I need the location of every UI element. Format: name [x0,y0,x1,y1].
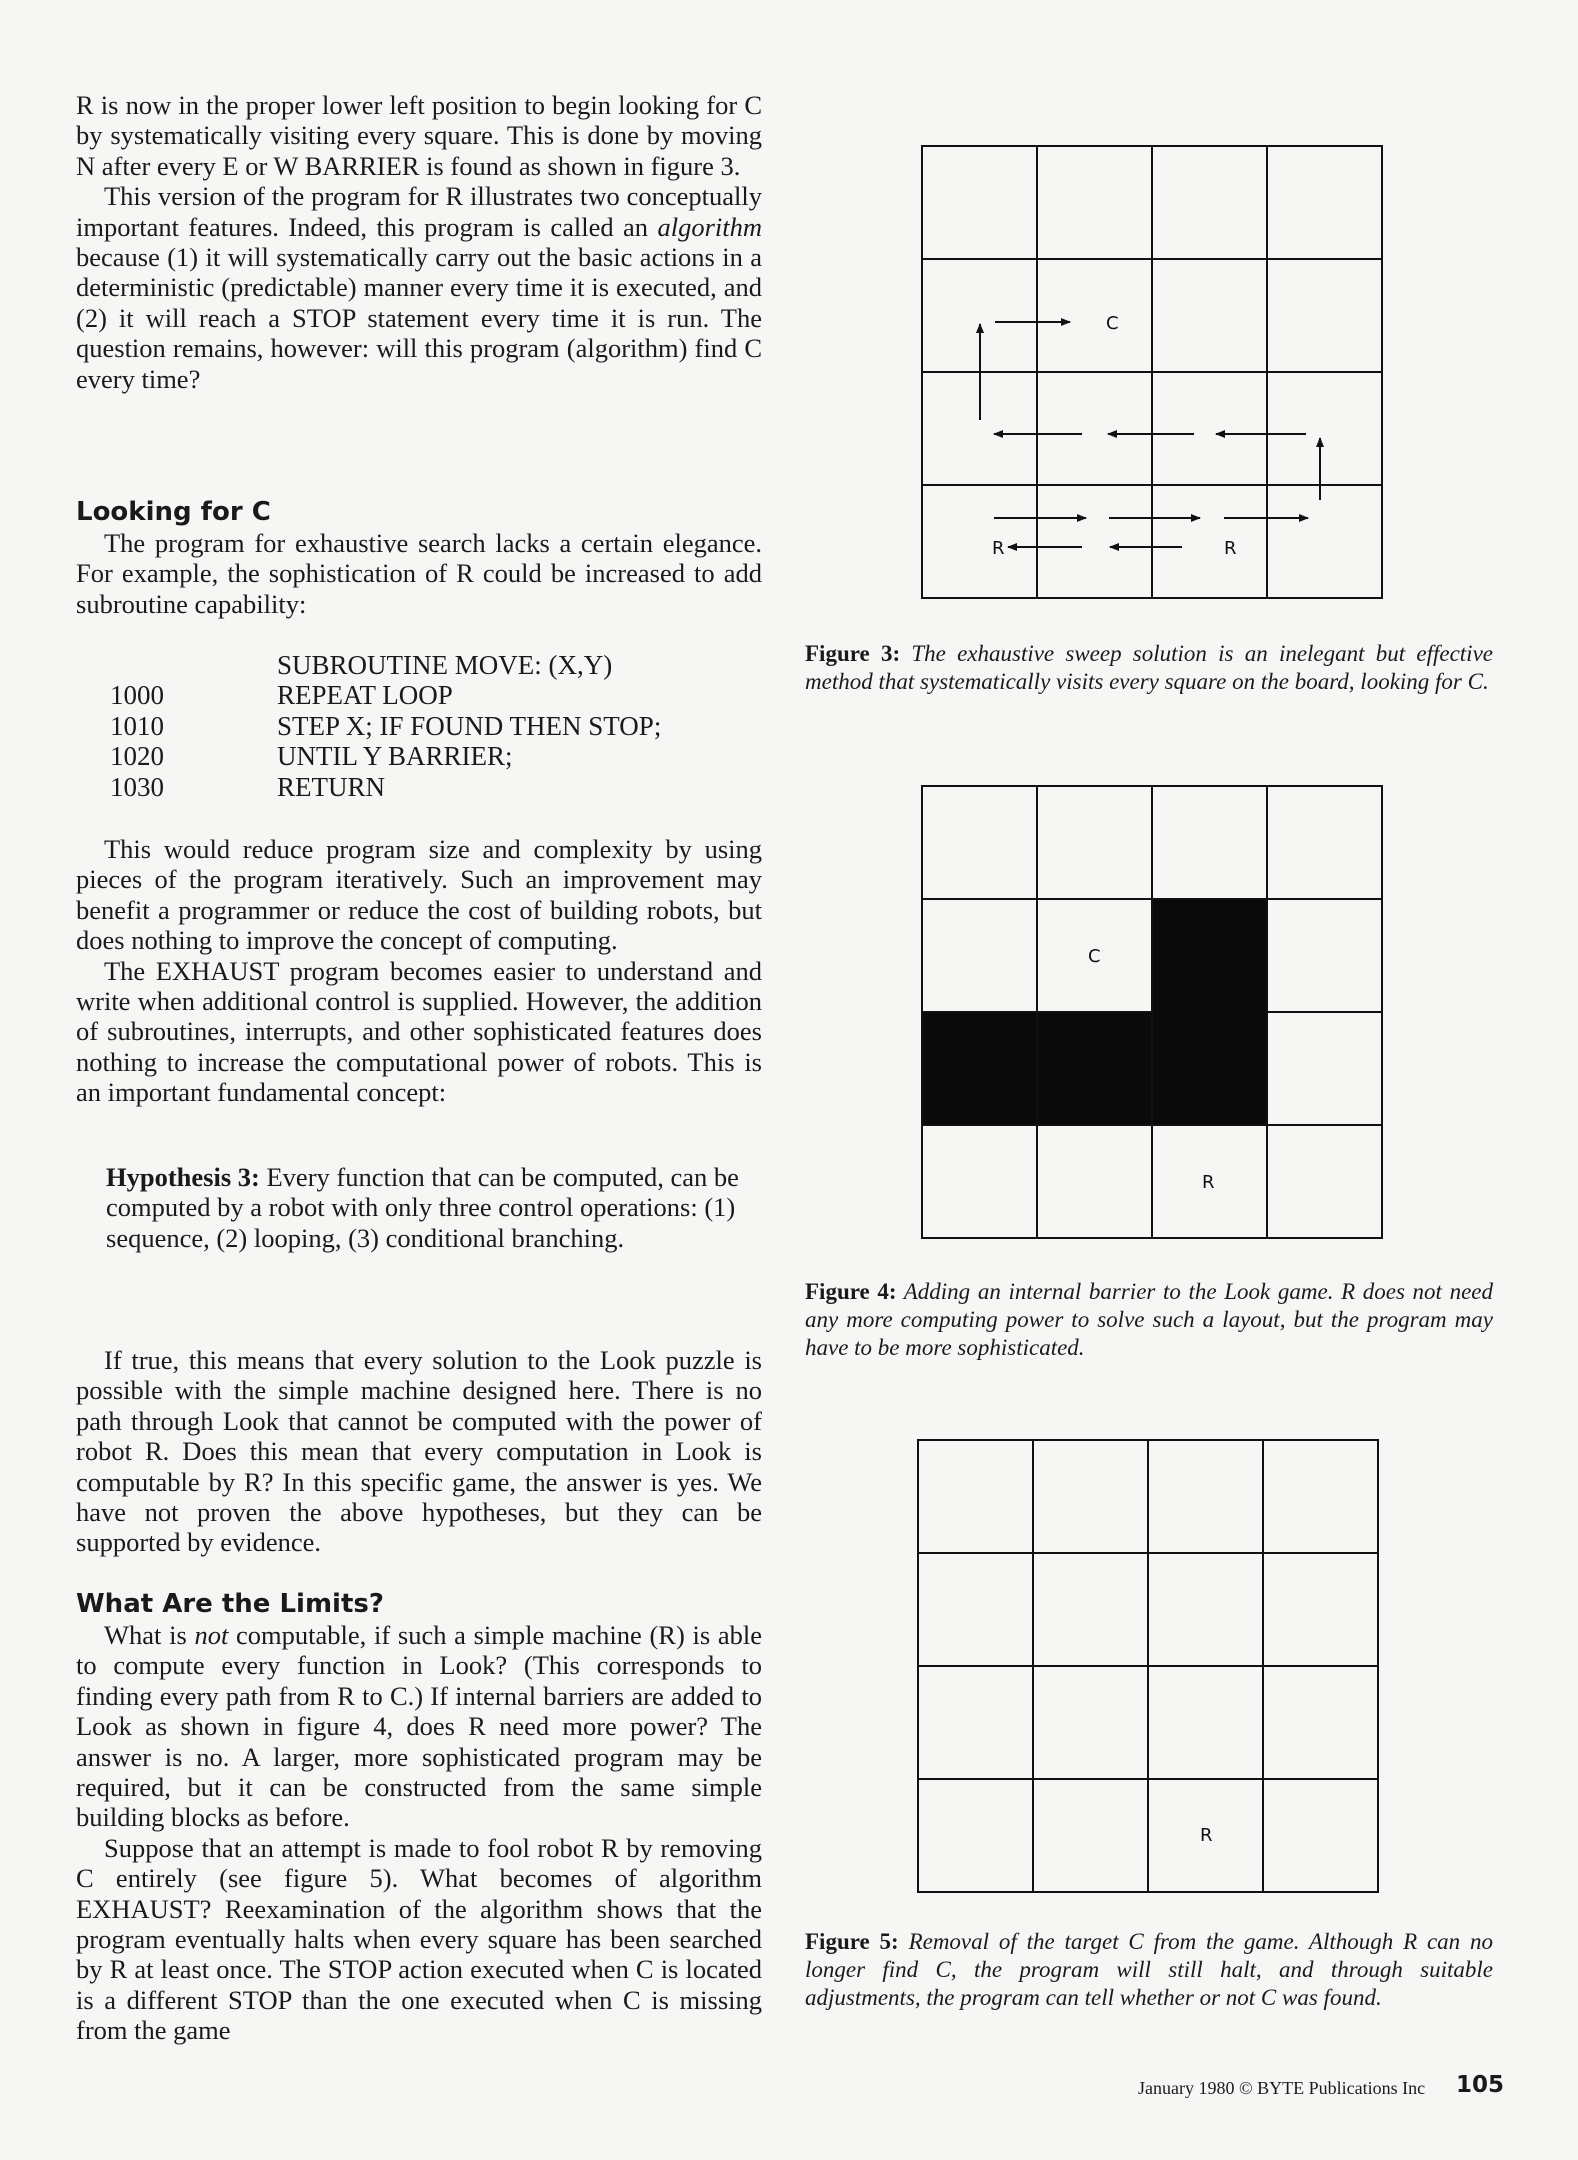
code-statement: REPEAT LOOP [277,680,453,711]
hypothesis [106,1162,758,1253]
paragraph: R is now in the proper lower left position to begin looking for C by systematically visiting every square. This is done by moving N after every E or W BARRIER is found as shown in figure 3. [76,90,762,181]
target-c-label: C [1088,946,1101,967]
text: This version of the program for R illustrates two conceptually important features. Indeed, this program is called an [76,181,762,242]
caption-label: Figure 5: [805,1929,899,1954]
caption-text: Adding an internal barrier to the Look game. R does not need any more computing power to solve such a layout, but the program may have to be more sophisticated. [805,1279,1493,1360]
code-statement: SUBROUTINE MOVE: (X,Y) [277,650,613,680]
figure-5-grid [914,1436,1382,1896]
section-body [76,834,762,1108]
footer-credit: January 1980 © BYTE Publications Inc [1138,2078,1426,2098]
text: Every function that can be computed, can be computed by a robot with only three control operations: (1) sequence, (2) looping, (3) conditional branching. [106,1162,739,1253]
code-line [110,680,661,710]
section-looking-for-c [76,496,762,619]
line-number [110,650,277,680]
line-number: 1030 [110,771,164,802]
robot-r-label: R [1224,538,1237,559]
section-heading: What Are the Limits? [76,1589,384,1619]
text: because (1) it will systematically carry out the basic actions in a deterministic (predictable) manner every time it is executed, and (2) it will reach a STOP statement every time it is run. The question remains, however: will this program (algorithm) find C every time? [76,242,762,394]
caption-label: Figure 4: [805,1279,897,1304]
figure-4-grid [918,782,1386,1242]
code-line [110,650,661,680]
paragraph: Suppose that an attempt is made to fool robot R by removing C entirely (see figure 5). What becomes of algorithm EXHAUST? Reexamination of the algorithm shows that the program eventually halts when every square has been searched by R at least once. The STOP action executed when C is located is a different STOP than the one executed when C is missing from the game [76,1832,762,2046]
hypothesis-label: Hypothesis 3: [106,1162,260,1192]
robot-r-label: R [1202,1172,1215,1193]
code-statement: RETURN [277,771,385,802]
section-limits [76,1588,762,2046]
code-line [110,772,661,802]
code-statement: STEP X; IF FOUND THEN STOP; [277,710,662,741]
text: What is [104,1620,195,1650]
line-number: 1010 [110,710,164,741]
figure-3-caption [805,640,1493,696]
code-listing [110,650,661,802]
caption-label: Figure 3: [805,641,901,666]
section-intro [76,90,762,394]
figure-4-caption [805,1278,1493,1362]
page-number: 105 [1456,2072,1505,2098]
code-line [110,741,661,771]
code-line [110,711,661,741]
line-number: 1000 [110,680,164,711]
robot-r-label: R [992,538,1005,559]
section-heading: Looking for C [76,497,271,527]
code-statement: UNTIL Y BARRIER; [277,741,513,772]
caption-text: The exhaustive sweep solution is an inelegant but effective method that systematically visits every square on the board, looking for C. [805,641,1493,694]
hypothesis-text [106,1162,758,1253]
paragraph: This would reduce program size and complexity by using pieces of the program iteratively. Such an improvement may benefit a programmer or reduce the cost of building robots, but does nothing to improve the concept of computing. [76,834,762,956]
paragraph: If true, this means that every solution to the Look puzzle is possible with the simple machine designed here. There is no path through Look that cannot be computed with the power of robot R. Does this mean that every computation in Look is computable by R? In this specific game, the answer is yes. We have not proven the above hypotheses, but they can be supported by evidence. [76,1345,762,1558]
text: computable, if such a simple machine (R) is able to compute every function in Look? (This corresponds to finding every path from R to C.) If internal barriers are added to Look as shown in figure 4, does R need more power? The answer is no. A larger, more sophisticated program may be required, but it can be constructed from the same simple building blocks as before. [76,1620,762,1833]
caption-text: Removal of the target C from the game. Although R can no longer find C, the program will still halt, and through suitable adjustments, the program can tell whether or not C was found. [805,1929,1493,2010]
sweep-arrows [980,322,1320,547]
robot-r-label: R [1200,1825,1213,1846]
emphasis: not [194,1620,229,1650]
figure-5-caption [805,1928,1493,2012]
emphasis: algorithm [657,211,762,242]
figure-3-grid [918,142,1386,602]
line-number: 1020 [110,741,164,772]
paragraph: The program for exhaustive search lacks a certain elegance. For example, the sophistication of R could be increased to add subroutine capability: [76,528,762,619]
paragraph [76,181,762,394]
target-c-label: C [1106,313,1119,334]
section-if-true [76,1345,762,1558]
paragraph: The EXHAUST program becomes easier to understand and write when additional control is supplied. However, the addition of subroutines, interrupts, and other sophisticated features does nothing to increase the computational power of robots. This is an important fundamental concept: [76,955,762,1108]
paragraph [76,1620,762,1833]
